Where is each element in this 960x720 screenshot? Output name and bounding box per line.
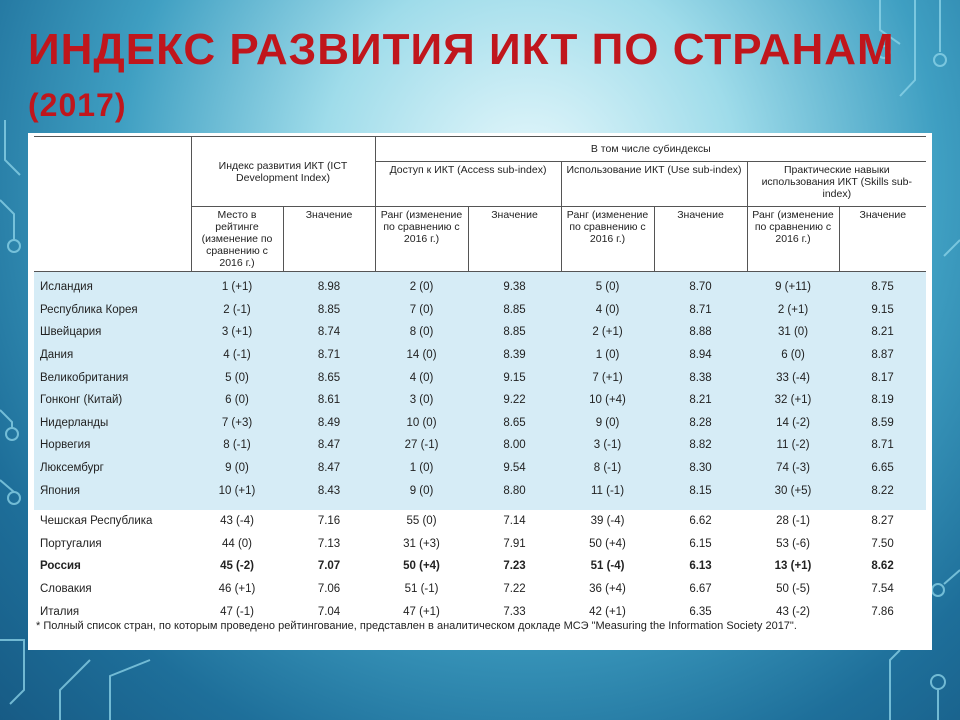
cell-access-value: 8.00 (503, 439, 526, 452)
cell-access-value: 7.23 (503, 560, 526, 573)
cell-access-value: 8.85 (503, 326, 526, 339)
cell-use-value: 8.30 (689, 462, 712, 475)
cell-use-value: 8.88 (689, 326, 712, 339)
cell-skills-rank: 13 (+1) (774, 560, 812, 573)
table-row (34, 299, 926, 322)
cell-skills-value: 8.75 (871, 281, 894, 294)
cell-skills-value: 7.86 (871, 605, 894, 618)
skills-rank-header: Ранг (изменение по сравнению с 2016 г.) (747, 207, 839, 272)
cell-use-value: 8.70 (689, 281, 712, 294)
cell-use-value: 6.13 (689, 560, 712, 573)
title-main: ИНДЕКС РАЗВИТИЯ ИКТ ПО СТРАНАМ (28, 25, 895, 74)
cell-country: Япония (40, 484, 80, 497)
cell-idi-rank: 7 (+3) (221, 416, 253, 429)
cell-country: Люксембург (40, 462, 104, 475)
cell-use-rank: 36 (+4) (589, 583, 626, 596)
cell-access-rank: 31 (+3) (403, 537, 440, 550)
cell-use-rank: 39 (-4) (590, 515, 625, 528)
cell-idi-rank: 10 (+1) (218, 484, 256, 497)
cell-skills-rank: 6 (0) (781, 349, 805, 362)
table-row (34, 412, 926, 435)
cell-use-value: 8.71 (689, 303, 712, 316)
cell-skills-value: 6.65 (871, 462, 894, 475)
cell-idi-rank: 5 (0) (225, 371, 249, 384)
cell-country: Словакия (40, 583, 92, 596)
access-rank-header: Ранг (изменение по сравнению с 2016 г.) (375, 207, 468, 272)
cell-skills-value: 8.62 (871, 560, 894, 573)
cell-country: Чешская Республика (40, 515, 153, 528)
cell-access-rank: 2 (0) (409, 281, 434, 294)
table-row (34, 533, 926, 556)
cell-skills-rank: 32 (+1) (774, 394, 812, 407)
cell-access-rank: 50 (+4) (403, 560, 440, 573)
table-row (34, 555, 926, 578)
cell-access-value: 8.85 (503, 303, 526, 316)
cell-skills-rank: 9 (+11) (775, 281, 811, 294)
cell-use-rank: 10 (+4) (589, 394, 626, 407)
cell-idi-rank: 46 (+1) (218, 583, 256, 596)
cell-use-rank: 5 (0) (595, 281, 620, 294)
slide-title (28, 24, 928, 131)
cell-access-value: 7.33 (503, 605, 526, 618)
cell-use-rank: 3 (-1) (593, 439, 622, 452)
cell-use-value: 8.21 (689, 394, 712, 407)
table-panel (28, 133, 932, 650)
cell-skills-value: 8.71 (871, 439, 894, 452)
cell-idi-rank: 3 (+1) (221, 326, 253, 339)
use-group-header: Использование ИКТ (Use sub-index) (561, 162, 747, 207)
band-spacer (34, 502, 926, 510)
cell-use-value: 8.38 (689, 371, 712, 384)
cell-access-rank: 55 (0) (406, 515, 437, 528)
cell-access-rank: 7 (0) (409, 303, 434, 316)
cell-use-value: 6.15 (689, 537, 712, 550)
cell-idi-rank: 44 (0) (221, 537, 253, 550)
cell-idi-value: 7.16 (317, 515, 341, 528)
cell-use-rank: 1 (0) (595, 349, 620, 362)
use-value-header: Значение (654, 207, 747, 272)
cell-skills-value: 7.50 (871, 537, 894, 550)
cell-country: Швейцария (40, 326, 102, 339)
cell-country: Норвегия (40, 439, 91, 452)
cell-idi-value: 7.06 (317, 583, 341, 596)
access-value-header: Значение (468, 207, 561, 272)
cell-access-rank: 1 (0) (409, 462, 434, 475)
cell-idi-value: 8.43 (317, 484, 341, 497)
cell-idi-value: 8.61 (317, 394, 341, 407)
cell-access-value: 9.54 (503, 462, 526, 475)
cell-idi-rank: 6 (0) (225, 394, 249, 407)
cell-access-rank: 51 (-1) (404, 583, 439, 596)
idi-group-header: Индекс развития ИКТ (ICT Development Index) (191, 137, 375, 207)
cell-use-rank: 9 (0) (595, 416, 620, 429)
table-row (34, 479, 926, 502)
cell-country: Португалия (40, 537, 102, 550)
cell-skills-value: 8.27 (871, 515, 894, 528)
cell-use-value: 6.35 (689, 605, 712, 618)
cell-use-value: 8.28 (689, 416, 712, 429)
cell-idi-rank: 9 (0) (225, 462, 249, 475)
table-row (34, 434, 926, 457)
cell-access-rank: 27 (-1) (404, 439, 439, 452)
cell-idi-rank: 1 (+1) (221, 281, 253, 294)
table-row (34, 510, 926, 533)
skills-group-header: Практические навыки использования ИКТ (Skills sub-index) (747, 162, 926, 207)
cell-use-value: 8.15 (689, 484, 712, 497)
cell-idi-value: 8.74 (317, 326, 341, 339)
cell-skills-value: 7.54 (871, 583, 894, 596)
cell-idi-rank: 8 (-1) (223, 439, 251, 452)
cell-use-value: 6.62 (689, 515, 712, 528)
cell-access-value: 9.38 (503, 281, 526, 294)
cell-idi-value: 8.65 (317, 371, 341, 384)
cell-access-value: 7.91 (503, 537, 526, 550)
table-row (34, 578, 926, 601)
cell-idi-value: 7.04 (317, 605, 341, 618)
cell-use-rank: 4 (0) (595, 303, 620, 316)
cell-idi-rank: 2 (-1) (223, 303, 251, 316)
cell-access-rank: 9 (0) (409, 484, 434, 497)
cell-use-rank: 2 (+1) (592, 326, 623, 339)
cell-idi-value: 8.85 (317, 303, 341, 316)
country-header-blank (34, 137, 191, 272)
cell-skills-value: 8.59 (871, 416, 894, 429)
cell-idi-value: 7.13 (317, 537, 341, 550)
cell-skills-rank: 30 (+5) (774, 484, 812, 497)
cell-idi-value: 8.47 (317, 462, 341, 475)
cell-skills-value: 8.19 (871, 394, 894, 407)
cell-idi-rank: 47 (-1) (220, 605, 254, 618)
cell-access-rank: 4 (0) (409, 371, 434, 384)
table-row (34, 321, 926, 344)
cell-access-value: 8.65 (503, 416, 526, 429)
cell-idi-rank: 45 (-2) (220, 560, 254, 573)
idi-place-header: Место в рейтинге (изменение по сравнению с 2016 г.) (191, 207, 283, 272)
cell-idi-value: 8.47 (317, 439, 341, 452)
ict-index-table (34, 137, 926, 623)
cell-country: Нидерланды (40, 416, 109, 429)
cell-use-rank: 11 (-1) (591, 484, 625, 497)
cell-idi-rank: 4 (-1) (223, 349, 251, 362)
cell-use-value: 6.67 (689, 583, 712, 596)
cell-access-rank: 3 (0) (409, 394, 434, 407)
cell-access-value: 9.15 (503, 371, 526, 384)
table-row (34, 272, 926, 299)
cell-use-rank: 51 (-4) (590, 560, 625, 573)
cell-skills-rank: 33 (-4) (776, 371, 810, 384)
cell-access-rank: 14 (0) (406, 349, 437, 362)
band-spacer-cell (34, 502, 926, 510)
cell-country: Великобритания (40, 371, 129, 384)
cell-access-value: 9.22 (503, 394, 526, 407)
cell-skills-value: 8.22 (871, 484, 894, 497)
cell-skills-rank: 14 (-2) (776, 416, 810, 429)
cell-country: Республика Корея (40, 303, 138, 316)
cell-access-rank: 10 (0) (406, 416, 437, 429)
cell-skills-rank: 28 (-1) (776, 515, 810, 528)
selected-country-rows (34, 510, 926, 623)
cell-skills-rank: 2 (+1) (777, 303, 809, 316)
cell-use-rank: 7 (+1) (592, 371, 623, 384)
cell-idi-value: 7.07 (317, 560, 341, 573)
cell-access-rank: 8 (0) (409, 326, 434, 339)
cell-skills-rank: 43 (-2) (776, 605, 810, 618)
skills-value-header: Значение (839, 207, 926, 272)
cell-access-value: 7.22 (503, 583, 526, 596)
table-row (34, 389, 926, 412)
cell-country: Дания (40, 349, 74, 362)
cell-skills-rank: 50 (-5) (776, 583, 810, 596)
cell-skills-value: 8.17 (871, 371, 894, 384)
cell-skills-rank: 11 (-2) (776, 439, 810, 452)
cell-use-rank: 42 (+1) (589, 605, 626, 618)
cell-country: Италия (40, 605, 80, 618)
cell-country: Россия (40, 560, 81, 573)
access-group-header: Доступ к ИКТ (Access sub-index) (375, 162, 561, 207)
cell-access-value: 8.80 (503, 484, 526, 497)
cell-access-value: 8.39 (503, 349, 526, 362)
title-year: (2017) (28, 87, 127, 123)
cell-use-value: 8.82 (689, 439, 712, 452)
cell-access-value: 7.14 (503, 515, 526, 528)
cell-country: Гонконг (Китай) (40, 394, 123, 407)
table-footnote: * Полный список стран, по которым проведено рейтингование, представлен в аналитическом докладе МСЭ "Measuring the Information Society 2017". (36, 620, 797, 632)
table-row (34, 366, 926, 389)
table-row (34, 457, 926, 480)
subindex-group-header: В том числе субиндексы (375, 137, 926, 162)
cell-use-rank: 8 (-1) (593, 462, 622, 475)
cell-idi-value: 8.49 (317, 416, 341, 429)
cell-skills-rank: 74 (-3) (776, 462, 810, 475)
cell-skills-rank: 31 (0) (777, 326, 809, 339)
idi-value-header: Значение (283, 207, 375, 272)
cell-country: Исландия (40, 281, 93, 294)
use-rank-header: Ранг (изменение по сравнению с 2016 г.) (561, 207, 654, 272)
cell-use-rank: 50 (+4) (589, 537, 626, 550)
cell-use-value: 8.94 (689, 349, 712, 362)
cell-skills-value: 9.15 (871, 303, 894, 316)
cell-idi-value: 8.71 (317, 349, 341, 362)
table-row (34, 344, 926, 367)
cell-idi-value: 8.98 (317, 281, 341, 294)
top-ten-rows (34, 272, 926, 510)
cell-idi-rank: 43 (-4) (220, 515, 254, 528)
cell-skills-value: 8.87 (871, 349, 894, 362)
cell-skills-rank: 53 (-6) (776, 537, 810, 550)
cell-skills-value: 8.21 (871, 326, 894, 339)
cell-access-rank: 47 (+1) (403, 605, 440, 618)
